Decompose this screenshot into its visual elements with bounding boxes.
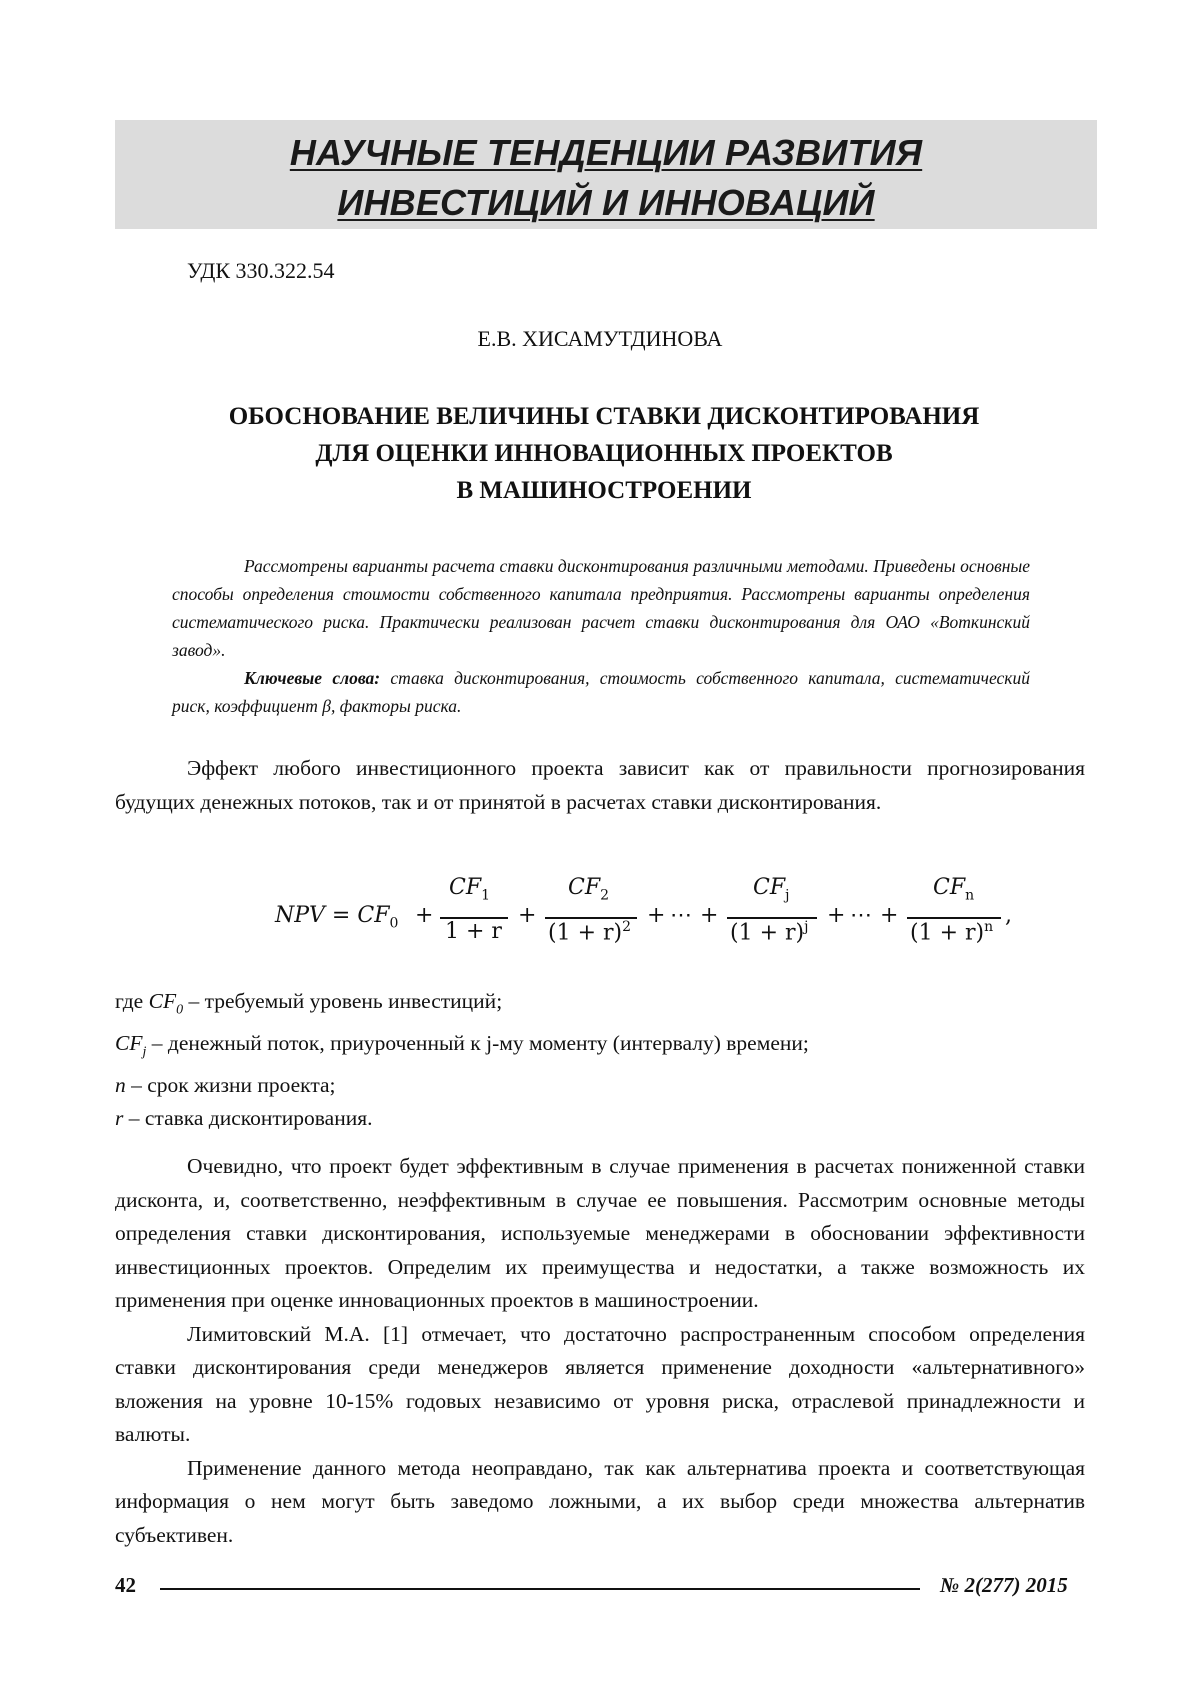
page-number: 42 xyxy=(115,1573,136,1597)
fracj-num-text: CF xyxy=(753,875,786,900)
formula-lhs xyxy=(275,903,398,931)
definition-var-sub: j xyxy=(142,1044,147,1060)
definition-cf0 xyxy=(115,985,809,1027)
formula-plus-1: + xyxy=(415,903,434,928)
definition-prefix: где xyxy=(115,989,149,1013)
article-title-line3: В МАШИНОСТРОЕНИИ xyxy=(456,477,752,504)
body-paragraph-1 xyxy=(115,752,1085,819)
formula-dots-2: ⋯ xyxy=(850,903,872,928)
article-title-line1: ОБОСНОВАНИЕ ВЕЛИЧИНЫ СТАВКИ ДИСКОНТИРОВАНИЯ xyxy=(228,403,980,430)
formula-definitions xyxy=(115,985,809,1136)
definition-var-text: CF xyxy=(115,1030,143,1055)
article-title-line2: ДЛЯ ОЦЕНКИ ИННОВАЦИОННЫХ ПРОЕКТОВ xyxy=(315,440,893,467)
section-title-line1: НАУЧНЫЕ ТЕНДЕНЦИИ РАЗВИТИЯ xyxy=(289,132,923,173)
definition-var: r xyxy=(115,1106,124,1131)
fracn-num-sub: n xyxy=(965,887,975,904)
definition-var xyxy=(148,989,184,1018)
definition-text: – срок жизни проекта; xyxy=(125,1072,336,1097)
frac1-num xyxy=(449,875,490,903)
udk-code: УДК 330.322.54 xyxy=(187,258,335,283)
formula-lhs-text: NPV = CF xyxy=(275,903,390,928)
body-paragraph-3: Лимитовский М.А. [1] отмечает, что достаточно распространенным способом определения ставки дисконтирования среди менеджеров является применение доходности «альтернативного» вложения на уровне 10-15% годовых независимо от уровня риска, отраслевой принадлежности и валюты. xyxy=(115,1321,1085,1446)
formula-plus-5: + xyxy=(827,903,846,928)
definition-r xyxy=(115,1102,809,1136)
frac2-den-text: (1 + r) xyxy=(548,920,623,946)
keywords-label: Ключевые слова: xyxy=(244,668,381,688)
definition-text: – денежный поток, приуроченный к j-му моменту (интервалу) времени; xyxy=(146,1030,809,1055)
fracn-den-sup: n xyxy=(984,919,994,935)
fracn-num-text: CF xyxy=(933,875,966,900)
article-title xyxy=(0,398,1200,509)
footer-rule xyxy=(160,1588,920,1590)
definition-text: – ставка дисконтирования. xyxy=(123,1106,373,1131)
formula-dots-1: ⋯ xyxy=(670,903,692,928)
formula-plus-2: + xyxy=(518,903,537,928)
fracj-den-text: (1 + r) xyxy=(730,920,805,946)
definition-var-text: CF xyxy=(148,989,177,1013)
fracn-den xyxy=(910,919,993,945)
keywords xyxy=(172,664,1030,720)
body-paragraphs xyxy=(115,1150,1085,1552)
issue-number: № 2(277) 2015 xyxy=(940,1573,1068,1597)
fracj-num-sub: j xyxy=(785,887,790,904)
formula-plus-6: + xyxy=(880,903,899,928)
frac2-den-sup: 2 xyxy=(622,919,632,935)
abstract-text: Рассмотрены варианты расчета ставки дисконтирования различными методами. Приведены основные способы определения стоимости собственного капитала предприятия. Рассмотрены варианты определения систематического риска. Практически реализован расчет ставки дисконтирования для ОАО «Воткинский завод». xyxy=(172,556,1030,660)
frac2-num-text: CF xyxy=(568,875,601,900)
frac1-num-sub: 1 xyxy=(481,887,491,904)
section-title-line2: ИНВЕСТИЦИЙ И ИННОВАЦИЙ xyxy=(337,182,875,223)
formula-comma: , xyxy=(1005,903,1012,928)
definition-var xyxy=(115,1030,147,1060)
fracj-den-sup: j xyxy=(804,919,809,935)
definition-cfj xyxy=(115,1027,809,1069)
fracj-den xyxy=(730,919,808,945)
definition-var-sub: 0 xyxy=(176,1002,184,1018)
body-paragraph-2: Очевидно, что проект будет эффективным в случае применения в расчетах пониженной ставки дисконта, и, соответственно, неэффективным в случае ее повышения. Рассмотрим основные методы определения ставки дисконтирования, используемые менеджерами в обосновании эффективности инвестиционных проектов. Определим их преимущества и недостатки, а также возможность их применения при оценке инновационных проектов в машиностроении. xyxy=(115,1154,1085,1312)
body-paragraph-4: Применение данного метода неоправдано, так как альтернатива проекта и соответствующая информация о нем могут быть заведомо ложными, а их выбор среди множества альтернатив субъективен. xyxy=(115,1455,1085,1547)
fracj-num xyxy=(753,875,789,903)
fracn-num xyxy=(933,875,974,903)
frac1-den: 1 + r xyxy=(445,919,502,944)
frac2-den xyxy=(548,919,631,945)
formula-plus-3: + xyxy=(647,903,666,928)
section-banner xyxy=(115,120,1097,229)
author-name: Е.В. ХИСАМУТДИНОВА xyxy=(477,326,723,351)
definition-text: – требуемый уровень инвестиций; xyxy=(183,989,503,1013)
paragraph-text: Эффект любого инвестиционного проекта зависит как от правильности прогнозирования будущих денежных потоков, так и от принятой в расчетах ставки дисконтирования. xyxy=(115,756,1085,814)
frac2-num xyxy=(568,875,609,903)
definition-n xyxy=(115,1069,809,1103)
formula-cf0-sub: 0 xyxy=(389,915,399,932)
definition-var: n xyxy=(115,1072,126,1097)
frac2-num-sub: 2 xyxy=(600,887,610,904)
formula-plus-4: + xyxy=(700,903,719,928)
keywords-text: ставка дисконтирования, стоимость собственного капитала, систематический риск, коэффициент β, факторы риска. xyxy=(172,668,1030,716)
frac1-num-text: CF xyxy=(449,875,482,900)
abstract xyxy=(172,552,1030,720)
fracn-den-text: (1 + r) xyxy=(910,920,985,946)
